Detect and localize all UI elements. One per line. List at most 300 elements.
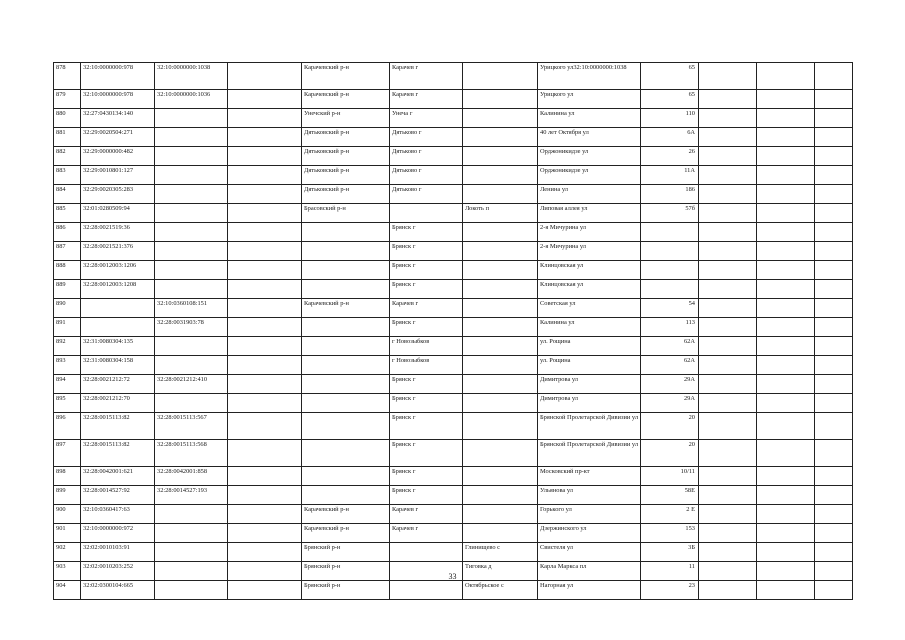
page-number: 33 — [448, 572, 457, 581]
extra-column — [228, 505, 302, 524]
row-number: 881 — [54, 128, 81, 147]
empty-cell — [699, 280, 757, 299]
street-cell: Димитрова ул — [538, 394, 641, 413]
extra-column — [228, 204, 302, 223]
house-cell: 65 — [641, 63, 699, 90]
row-number: 894 — [54, 375, 81, 394]
empty-cell — [699, 486, 757, 505]
row-number: 880 — [54, 109, 81, 128]
extra-column — [228, 486, 302, 505]
street-cell: Орджоникидзе ул — [538, 147, 641, 166]
cadastral-number-2 — [155, 204, 228, 223]
city-cell: Карачев г — [390, 63, 463, 90]
district-cell — [302, 375, 390, 394]
empty-cell — [699, 413, 757, 440]
street-cell: Карла Маркса пл — [538, 562, 641, 581]
row-number: 885 — [54, 204, 81, 223]
table-row — [54, 242, 853, 261]
house-cell: 11 — [641, 562, 699, 581]
table-row — [54, 375, 853, 394]
cadastral-number-2 — [155, 223, 228, 242]
locality-cell — [463, 223, 538, 242]
row-number: 899 — [54, 486, 81, 505]
city-cell: Дятьково г — [390, 128, 463, 147]
city-cell — [390, 581, 463, 600]
city-cell: Брянск г — [390, 440, 463, 467]
empty-cell — [815, 185, 853, 204]
district-cell: Карачевский р-н — [302, 63, 390, 90]
empty-cell — [699, 440, 757, 467]
row-number: 889 — [54, 280, 81, 299]
city-cell: Брянск г — [390, 394, 463, 413]
extra-column — [228, 280, 302, 299]
empty-cell — [757, 505, 815, 524]
cadastral-number-2 — [155, 242, 228, 261]
row-number: 888 — [54, 261, 81, 280]
city-cell: Брянск г — [390, 242, 463, 261]
empty-cell — [757, 299, 815, 318]
city-cell: Брянск г — [390, 467, 463, 486]
extra-column — [228, 467, 302, 486]
district-cell — [302, 440, 390, 467]
table-row — [54, 467, 853, 486]
house-cell: 23 — [641, 581, 699, 600]
table-row — [54, 204, 853, 223]
empty-cell — [699, 147, 757, 166]
cadastral-number — [81, 318, 155, 337]
cadastral-number: 32:31:0080304:135 — [81, 337, 155, 356]
street-cell: Липовая аллея ул — [538, 204, 641, 223]
locality-cell — [463, 90, 538, 109]
extra-column — [228, 581, 302, 600]
district-cell: Карачевский р-н — [302, 524, 390, 543]
district-cell: Дятьковский р-н — [302, 128, 390, 147]
cadastral-number: 32:28:0021212:72 — [81, 375, 155, 394]
empty-cell — [757, 90, 815, 109]
empty-cell — [815, 299, 853, 318]
cadastral-number: 32:28:0012003:1208 — [81, 280, 155, 299]
table-row — [54, 505, 853, 524]
cadastral-number: 32:28:0042001:621 — [81, 467, 155, 486]
empty-cell — [815, 128, 853, 147]
property-table — [53, 62, 853, 600]
table-row — [54, 581, 853, 600]
empty-cell — [757, 524, 815, 543]
empty-cell — [815, 505, 853, 524]
cadastral-number: 32:29:0020504:271 — [81, 128, 155, 147]
house-cell: 65 — [641, 90, 699, 109]
extra-column — [228, 394, 302, 413]
table-row — [54, 299, 853, 318]
cadastral-number: 32:28:0021212:70 — [81, 394, 155, 413]
row-number: 891 — [54, 318, 81, 337]
table-row — [54, 261, 853, 280]
empty-cell — [815, 581, 853, 600]
city-cell: г Новозыбков — [390, 337, 463, 356]
street-cell: Нагорная ул — [538, 581, 641, 600]
house-cell: 186 — [641, 185, 699, 204]
locality-cell — [463, 440, 538, 467]
cadastral-number-2: 32:10:0000000:1038 — [155, 63, 228, 90]
house-cell: 20 — [641, 413, 699, 440]
cadastral-number: 32:02:0300104:665 — [81, 581, 155, 600]
district-cell — [302, 280, 390, 299]
row-number: 884 — [54, 185, 81, 204]
empty-cell — [757, 63, 815, 90]
empty-cell — [699, 90, 757, 109]
cadastral-number-2 — [155, 394, 228, 413]
street-cell: Калинина ул — [538, 109, 641, 128]
table-row — [54, 394, 853, 413]
city-cell: Карачев г — [390, 299, 463, 318]
district-cell — [302, 223, 390, 242]
row-number: 878 — [54, 63, 81, 90]
row-number: 902 — [54, 543, 81, 562]
table-row — [54, 166, 853, 185]
extra-column — [228, 543, 302, 562]
row-number: 900 — [54, 505, 81, 524]
street-cell: Дзержинского ул — [538, 524, 641, 543]
extra-column — [228, 223, 302, 242]
empty-cell — [815, 109, 853, 128]
district-cell — [302, 318, 390, 337]
cadastral-number-2 — [155, 166, 228, 185]
street-cell: Ульянова ул — [538, 486, 641, 505]
row-number: 898 — [54, 467, 81, 486]
empty-cell — [699, 109, 757, 128]
cadastral-number-2: 32:28:0021212:410 — [155, 375, 228, 394]
locality-cell: Октябрьское с — [463, 581, 538, 600]
cadastral-number: 32:10:0360417:63 — [81, 505, 155, 524]
empty-cell — [815, 242, 853, 261]
district-cell — [302, 337, 390, 356]
empty-cell — [757, 543, 815, 562]
house-cell: 10/11 — [641, 467, 699, 486]
empty-cell — [757, 440, 815, 467]
empty-cell — [815, 467, 853, 486]
street-cell: Урицкого ул32:10:0000000:1038 — [538, 63, 641, 90]
empty-cell — [757, 467, 815, 486]
cadastral-number: 32:28:0021521:376 — [81, 242, 155, 261]
extra-column — [228, 524, 302, 543]
house-cell: 29А — [641, 375, 699, 394]
cadastral-number-2 — [155, 337, 228, 356]
locality-cell — [463, 413, 538, 440]
house-cell: 6А — [641, 128, 699, 147]
cadastral-number-2: 32:10:0360108:151 — [155, 299, 228, 318]
row-number: 892 — [54, 337, 81, 356]
extra-column — [228, 63, 302, 90]
locality-cell — [463, 505, 538, 524]
row-number: 903 — [54, 562, 81, 581]
extra-column — [228, 299, 302, 318]
empty-cell — [757, 581, 815, 600]
empty-cell — [757, 128, 815, 147]
table-row — [54, 185, 853, 204]
house-cell: 153 — [641, 524, 699, 543]
empty-cell — [699, 204, 757, 223]
cadastral-number: 32:28:0021519:36 — [81, 223, 155, 242]
empty-cell — [757, 318, 815, 337]
extra-column — [228, 128, 302, 147]
empty-cell — [815, 375, 853, 394]
locality-cell — [463, 185, 538, 204]
street-cell: ул. Рощина — [538, 356, 641, 375]
street-cell: Свистеля ул — [538, 543, 641, 562]
district-cell: Брянский р-н — [302, 562, 390, 581]
table-row — [54, 109, 853, 128]
district-cell — [302, 467, 390, 486]
row-number: 901 — [54, 524, 81, 543]
street-cell: 2-я Мичурина ул — [538, 242, 641, 261]
house-cell — [641, 223, 699, 242]
locality-cell — [463, 128, 538, 147]
table-row — [54, 318, 853, 337]
street-cell: Клинцовская ул — [538, 261, 641, 280]
locality-cell: Глинищево с — [463, 543, 538, 562]
empty-cell — [757, 486, 815, 505]
cadastral-number-2 — [155, 261, 228, 280]
street-cell: Брянской Пролетарской Дивизии ул — [538, 413, 641, 440]
district-cell — [302, 413, 390, 440]
cadastral-number-2 — [155, 147, 228, 166]
cadastral-number: 32:29:0010801:127 — [81, 166, 155, 185]
extra-column — [228, 337, 302, 356]
empty-cell — [699, 524, 757, 543]
row-number: 897 — [54, 440, 81, 467]
city-cell: Карачев г — [390, 505, 463, 524]
empty-cell — [815, 524, 853, 543]
cadastral-number-2: 32:28:0014527:193 — [155, 486, 228, 505]
empty-cell — [815, 543, 853, 562]
empty-cell — [757, 166, 815, 185]
extra-column — [228, 166, 302, 185]
empty-cell — [757, 413, 815, 440]
cadastral-number-2: 32:28:0015113:568 — [155, 440, 228, 467]
district-cell: Брянский р-н — [302, 581, 390, 600]
district-cell — [302, 486, 390, 505]
street-cell: Клинцовская ул — [538, 280, 641, 299]
locality-cell — [463, 63, 538, 90]
row-number: 887 — [54, 242, 81, 261]
city-cell: Дятьково г — [390, 166, 463, 185]
empty-cell — [699, 337, 757, 356]
cadastral-number: 32:28:0012003:1206 — [81, 261, 155, 280]
table-row — [54, 356, 853, 375]
empty-cell — [815, 318, 853, 337]
cadastral-number-2: 32:28:0031903:78 — [155, 318, 228, 337]
empty-cell — [815, 261, 853, 280]
house-cell: 2 Е — [641, 505, 699, 524]
empty-cell — [815, 486, 853, 505]
empty-cell — [815, 90, 853, 109]
table-row — [54, 543, 853, 562]
table-body — [54, 63, 853, 600]
row-number: 882 — [54, 147, 81, 166]
city-cell: Брянск г — [390, 486, 463, 505]
extra-column — [228, 440, 302, 467]
extra-column — [228, 109, 302, 128]
street-cell: Калинина ул — [538, 318, 641, 337]
street-cell: Орджоникидзе ул — [538, 166, 641, 185]
cadastral-number: 32:29:0000000:482 — [81, 147, 155, 166]
house-cell: 113 — [641, 318, 699, 337]
extra-column — [228, 413, 302, 440]
locality-cell — [463, 356, 538, 375]
city-cell: Унеча г — [390, 109, 463, 128]
table-row — [54, 63, 853, 90]
extra-column — [228, 185, 302, 204]
table-row — [54, 440, 853, 467]
locality-cell — [463, 394, 538, 413]
house-cell — [641, 280, 699, 299]
empty-cell — [699, 394, 757, 413]
cadastral-number-2: 32:28:0015113:567 — [155, 413, 228, 440]
table-row — [54, 486, 853, 505]
cadastral-number-2: 32:10:0000000:1036 — [155, 90, 228, 109]
city-cell — [390, 543, 463, 562]
locality-cell: Локоть п — [463, 204, 538, 223]
table-row — [54, 147, 853, 166]
empty-cell — [815, 166, 853, 185]
empty-cell — [815, 147, 853, 166]
empty-cell — [757, 337, 815, 356]
street-cell: ул. Рощина — [538, 337, 641, 356]
row-number: 895 — [54, 394, 81, 413]
locality-cell — [463, 242, 538, 261]
locality-cell: Тиговка д — [463, 562, 538, 581]
house-cell: 3Б — [641, 543, 699, 562]
empty-cell — [699, 223, 757, 242]
empty-cell — [815, 394, 853, 413]
locality-cell — [463, 261, 538, 280]
cadastral-number: 32:29:0020305:283 — [81, 185, 155, 204]
street-cell: Московский пр-кт — [538, 467, 641, 486]
empty-cell — [699, 505, 757, 524]
empty-cell — [757, 375, 815, 394]
table-row — [54, 337, 853, 356]
district-cell — [302, 394, 390, 413]
city-cell: Брянск г — [390, 318, 463, 337]
locality-cell — [463, 280, 538, 299]
empty-cell — [699, 242, 757, 261]
house-cell: 57б — [641, 204, 699, 223]
row-number: 896 — [54, 413, 81, 440]
empty-cell — [699, 467, 757, 486]
street-cell: 2-я Мичурина ул — [538, 223, 641, 242]
locality-cell — [463, 375, 538, 394]
cadastral-number: 32:28:0015113:82 — [81, 413, 155, 440]
house-cell: 58Е — [641, 486, 699, 505]
empty-cell — [699, 185, 757, 204]
locality-cell — [463, 299, 538, 318]
row-number: 890 — [54, 299, 81, 318]
cadastral-number-2 — [155, 109, 228, 128]
row-number: 886 — [54, 223, 81, 242]
locality-cell — [463, 524, 538, 543]
extra-column — [228, 356, 302, 375]
street-cell: Горького ул — [538, 505, 641, 524]
district-cell: Карачевский р-н — [302, 90, 390, 109]
empty-cell — [757, 185, 815, 204]
district-cell: Карачевский р-н — [302, 505, 390, 524]
extra-column — [228, 90, 302, 109]
table-row — [54, 413, 853, 440]
cadastral-number-2 — [155, 128, 228, 147]
street-cell: Советская ул — [538, 299, 641, 318]
cadastral-number-2 — [155, 280, 228, 299]
house-cell: 26 — [641, 147, 699, 166]
locality-cell — [463, 467, 538, 486]
extra-column — [228, 242, 302, 261]
extra-column — [228, 375, 302, 394]
empty-cell — [699, 63, 757, 90]
district-cell — [302, 261, 390, 280]
street-cell: Брянской Пролетарской Дивизии ул — [538, 440, 641, 467]
cadastral-number-2: 32:28:0042001:858 — [155, 467, 228, 486]
locality-cell — [463, 337, 538, 356]
cadastral-number-2 — [155, 505, 228, 524]
table-row — [54, 90, 853, 109]
district-cell — [302, 356, 390, 375]
house-cell: 62А — [641, 356, 699, 375]
city-cell: Брянск г — [390, 280, 463, 299]
house-cell: 62А — [641, 337, 699, 356]
empty-cell — [699, 299, 757, 318]
empty-cell — [815, 413, 853, 440]
row-number: 893 — [54, 356, 81, 375]
house-cell: 54 — [641, 299, 699, 318]
cadastral-number: 32:10:0000000:972 — [81, 524, 155, 543]
row-number: 879 — [54, 90, 81, 109]
district-cell: Дятьковский р-н — [302, 185, 390, 204]
district-cell — [302, 242, 390, 261]
house-cell: 20 — [641, 440, 699, 467]
empty-cell — [699, 166, 757, 185]
city-cell: Дятьково г — [390, 147, 463, 166]
empty-cell — [815, 440, 853, 467]
empty-cell — [815, 356, 853, 375]
empty-cell — [815, 280, 853, 299]
empty-cell — [757, 356, 815, 375]
house-cell: 29А — [641, 394, 699, 413]
row-number: 904 — [54, 581, 81, 600]
extra-column — [228, 261, 302, 280]
empty-cell — [699, 375, 757, 394]
cadastral-number: 32:01:0280509:94 — [81, 204, 155, 223]
empty-cell — [757, 394, 815, 413]
street-cell: 40 лет Октября ул — [538, 128, 641, 147]
house-cell: 11А — [641, 166, 699, 185]
empty-cell — [757, 204, 815, 223]
city-cell: Карачев г — [390, 90, 463, 109]
empty-cell — [757, 242, 815, 261]
empty-cell — [815, 223, 853, 242]
empty-cell — [815, 204, 853, 223]
locality-cell — [463, 147, 538, 166]
empty-cell — [699, 261, 757, 280]
city-cell: Дятьково г — [390, 185, 463, 204]
city-cell: Брянск г — [390, 223, 463, 242]
district-cell: Брянский р-н — [302, 543, 390, 562]
locality-cell — [463, 486, 538, 505]
cadastral-number-2 — [155, 524, 228, 543]
row-number: 883 — [54, 166, 81, 185]
empty-cell — [815, 337, 853, 356]
street-cell: Димитрова ул — [538, 375, 641, 394]
cadastral-number: 32:27:0430134:140 — [81, 109, 155, 128]
house-cell — [641, 261, 699, 280]
